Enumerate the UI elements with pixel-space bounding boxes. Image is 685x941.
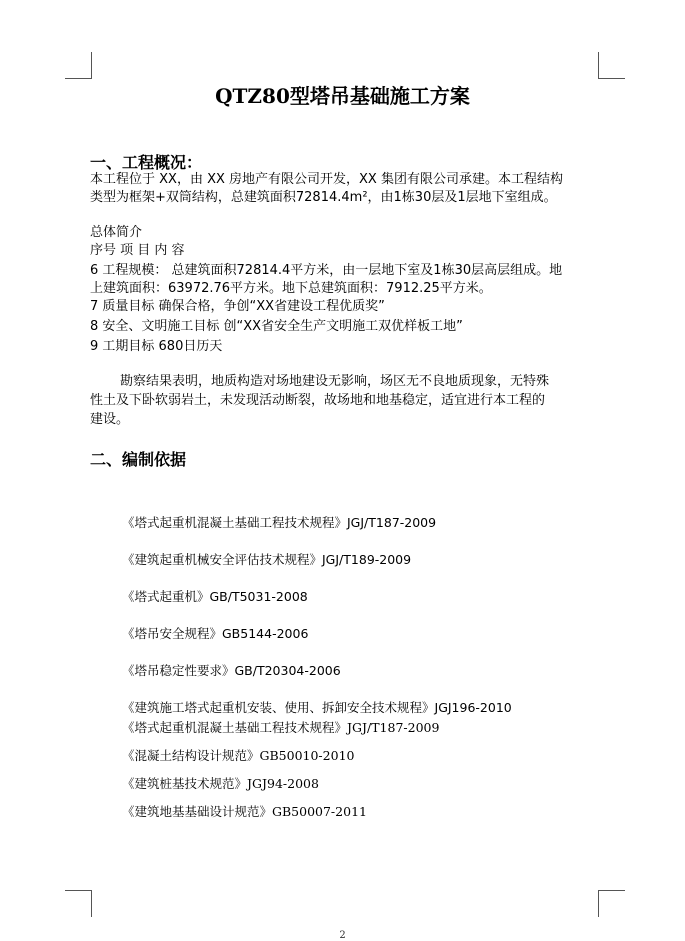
reference-item: 《塔式起重机混凝土基础工程技术规程》JGJ/T187-2009 [122, 515, 437, 530]
summary-table-header: 序号 项 目 内 容 [90, 243, 185, 258]
document-title: QTZ80型塔吊基础施工方案 [215, 84, 470, 108]
reference-item: 《塔式起重机》GB/T5031-2008 [122, 589, 308, 604]
summary-row-6-line-2: 上建筑面积：63972.76平方米。地下总建筑面积：7912.25平方米。 [90, 281, 492, 296]
reference-item: 《建筑地基基础设计规范》GB50007-2011 [122, 804, 367, 819]
summary-label: 总体简介 [90, 225, 143, 240]
page-number: 2 [339, 930, 346, 941]
crop-mark-top-right [598, 52, 625, 79]
crop-mark-bottom-right [598, 890, 625, 917]
summary-row-8: 8 安全、文明施工目标 创“XX省安全生产文明施工双优样板工地” [90, 319, 463, 334]
reference-item: 《塔式起重机混凝土基础工程技术规程》JGJ/T187-2009 [122, 720, 440, 735]
summary-row-6-line-1: 6 工程规模： 总建筑面积72814.4平方米，由一层地下室及1栋30层高层组成。地 [90, 263, 563, 278]
reference-item: 《建筑施工塔式起重机安装、使用、拆卸安全技术规程》JGJ196-2010 [122, 700, 512, 715]
reference-item: 《塔吊安全规程》GB5144-2006 [122, 626, 309, 641]
survey-paragraph-line-2: 性土及下卧软弱岩土，未发现活动断裂，故场地和地基稳定，适宜进行本工程的 [90, 393, 546, 408]
crop-mark-top-left [65, 52, 92, 79]
reference-item: 《塔吊稳定性要求》GB/T20304-2006 [122, 663, 341, 678]
section-heading-overview: 一、工程概况： [90, 153, 203, 172]
reference-item: 《混凝土结构设计规范》GB50010-2010 [122, 748, 355, 763]
summary-row-9: 9 工期目标 680日历天 [90, 339, 223, 354]
section-heading-basis: 二、编制依据 [90, 450, 187, 469]
reference-item: 《建筑桩基技术规范》JGJ94-2008 [122, 776, 319, 791]
overview-intro-line-1: 本工程位于 XX，由 XX 房地产有限公司开发，XX 集团有限公司承建。本工程结构 [90, 172, 563, 187]
summary-row-7: 7 质量目标 确保合格，争创“XX省建设工程优质奖” [90, 299, 385, 314]
survey-paragraph-line-1: 勘察结果表明，地质构造对场地建设无影响，场区无不良地质现象，无特殊 [120, 374, 550, 389]
reference-item: 《建筑起重机械安全评估技术规程》JGJ/T189-2009 [122, 552, 412, 567]
overview-intro-line-2: 类型为框架+双筒结构，总建筑面积72814.4m²，由1栋30层及1层地下室组成。 [90, 190, 557, 205]
crop-mark-bottom-left [65, 890, 92, 917]
survey-paragraph-line-3: 建设。 [90, 412, 130, 427]
